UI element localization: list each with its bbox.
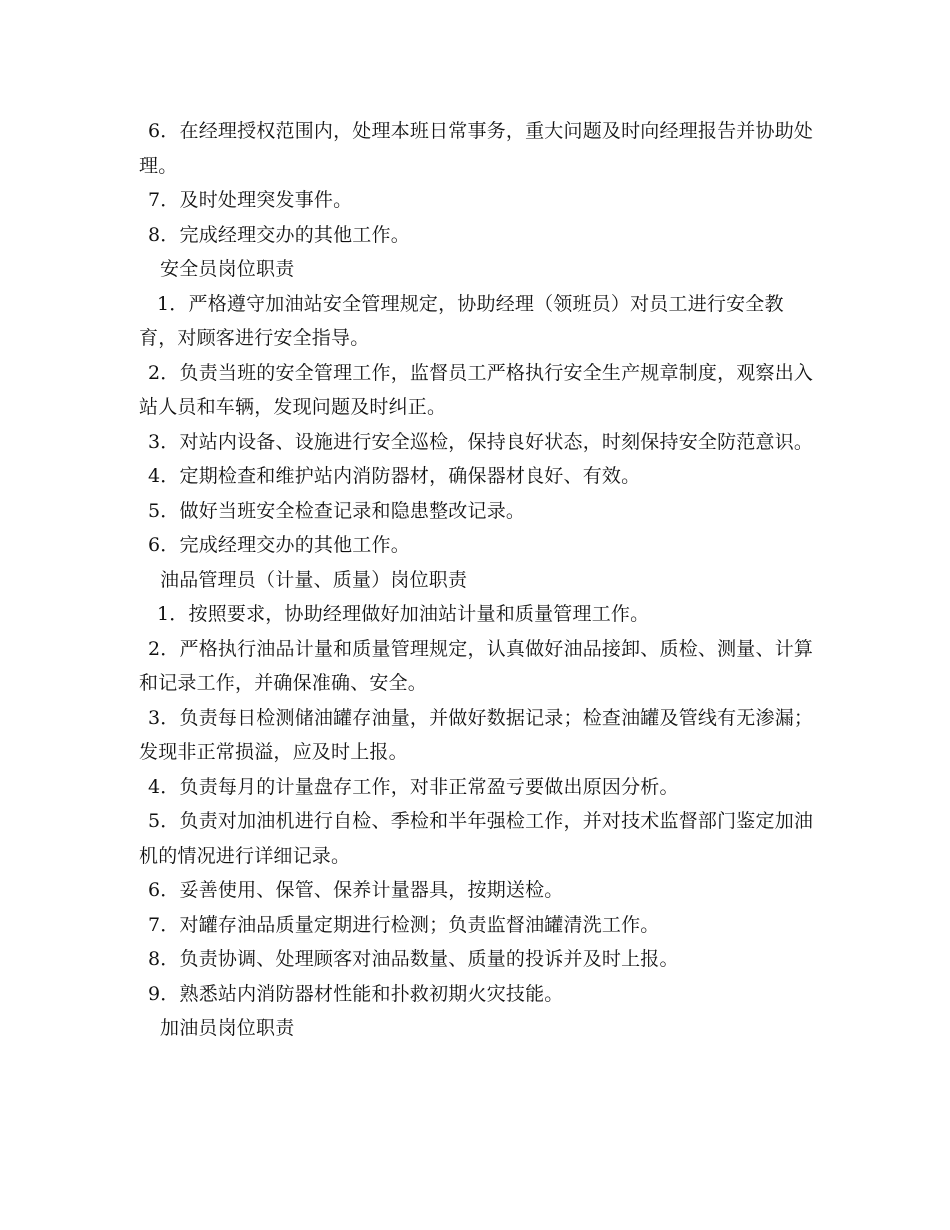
paragraph-safety-1: 1．严格遵守加油站安全管理规定，协助经理（领班员）对员工进行安全教育，对顾客进行安全指导。 (139, 292, 784, 349)
paragraph-safety-2: 2．负责当班的安全管理工作，监督员工严格执行安全生产规章制度，观察出入站人员和车辆，发现问题及时纠正。 (139, 361, 814, 418)
paragraph-oil-1: 1．按照要求，协助经理做好加油站计量和质量管理工作。 (157, 603, 650, 625)
paragraph-oil-7: 7．对罐存油品质量定期进行检测；负责监督油罐清洗工作。 (148, 913, 660, 936)
paragraph-duty-6: 6．在经理授权范围内，处理本班日常事务，重大问题及时向经理报告并协助处理。 (139, 120, 814, 177)
section-heading-oil-manager: 油品管理员（计量、质量）岗位职责 (160, 568, 468, 591)
section-heading-fuel-attendant: 加油员岗位职责 (160, 1017, 295, 1039)
paragraph-oil-6: 6．妥善使用、保管、保养计量器具，按期送检。 (148, 879, 564, 901)
paragraph-safety-4: 4．定期检查和维护站内消防器材，确保器材良好、有效。 (148, 465, 641, 487)
paragraph-safety-6: 6．完成经理交办的其他工作。 (148, 534, 410, 556)
paragraph-oil-8: 8．负责协调、处理顾客对油品数量、质量的投诉并及时上报。 (148, 948, 679, 970)
paragraph-oil-3: 3．负责每日检测储油罐存油量，并做好数据记录；检查油罐及管线有无渗漏；发现非正常损溢，应及时上报。 (139, 706, 814, 763)
paragraph-oil-9: 9．熟悉站内消防器材性能和扑救初期火灾技能。 (148, 982, 564, 1005)
paragraph-duty-7: 7．及时处理突发事件。 (148, 189, 353, 211)
paragraph-safety-5: 5．做好当班安全检查记录和隐患整改记录。 (148, 499, 526, 522)
paragraph-duty-8: 8．完成经理交办的其他工作。 (148, 223, 410, 246)
paragraph-safety-3: 3．对站内设备、设施进行安全巡检，保持良好状态，时刻保持安全防范意识。 (148, 430, 814, 453)
paragraph-oil-5: 5．负责对加油机进行自检、季检和半年强检工作，并对技术监督部门鉴定加油机的情况进行详细记录。 (139, 810, 814, 867)
paragraph-oil-4: 4．负责每月的计量盘存工作，对非正常盈亏要做出原因分析。 (148, 775, 679, 798)
section-heading-safety-officer: 安全员岗位职责 (160, 258, 295, 280)
document-body (139, 114, 819, 1046)
paragraph-oil-2: 2．严格执行油品计量和质量管理规定，认真做好油品接卸、质检、测量、计算和记录工作，并确保准确、安全。 (139, 637, 814, 694)
